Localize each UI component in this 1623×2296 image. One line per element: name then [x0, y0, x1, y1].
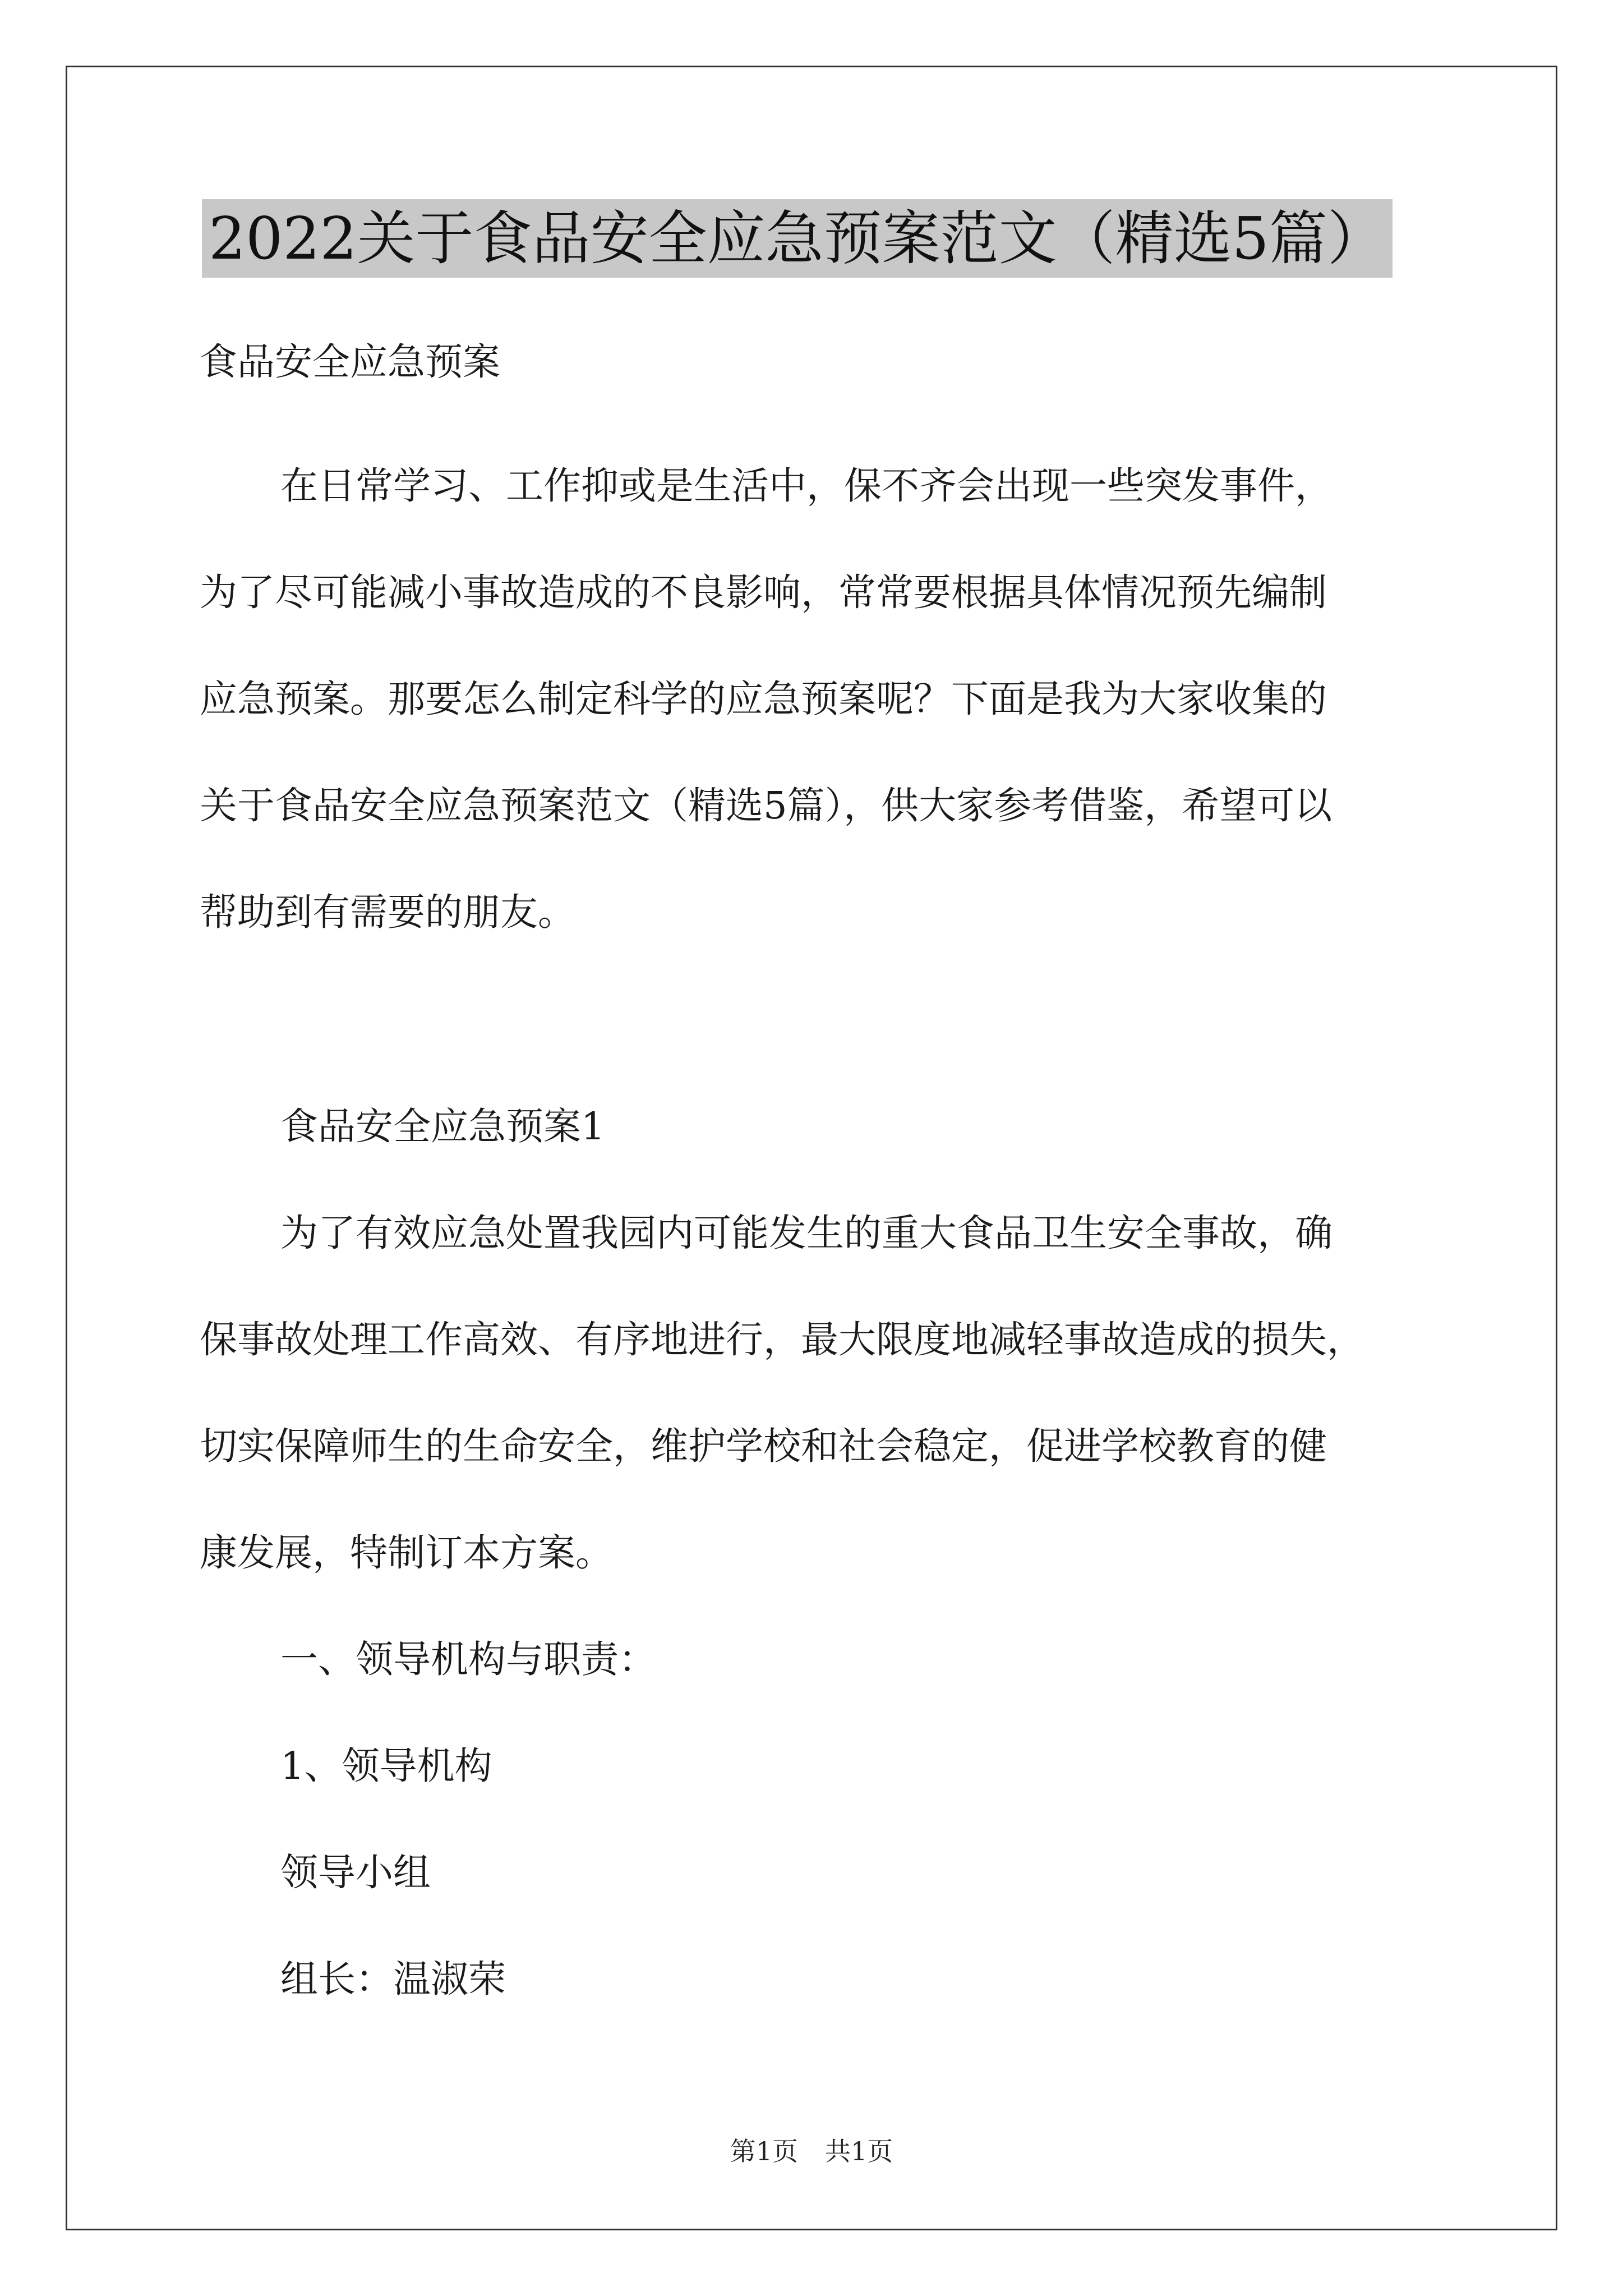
page-footer	[0, 2134, 1623, 2168]
intro-line: 应急预案。那要怎么制定科学的应急预案呢？下面是我为大家收集的	[200, 677, 1327, 721]
body-line: 保事故处理工作高效、有序地进行，最大限度地减轻事故造成的损失，	[200, 1318, 1364, 1361]
list-line: 1、领导机构	[280, 1744, 492, 1788]
section-title: 食品安全应急预案1	[280, 1105, 605, 1148]
list-line: 领导小组	[280, 1851, 431, 1894]
body-line: 切实保障师生的生命安全，维护学校和社会稳定，促进学校教育的健	[200, 1424, 1327, 1468]
intro-line: 关于食品安全应急预案范文（精选5篇），供大家参考借鉴，希望可以	[200, 784, 1332, 827]
list-line: 一、领导机构与职责：	[280, 1637, 656, 1681]
body-line: 康发展，特制订本方案。	[200, 1531, 613, 1575]
document-heading: 食品安全应急预案	[200, 340, 500, 384]
intro-line: 在日常学习、工作抑或是生活中，保不齐会出现一些突发事件，	[280, 464, 1332, 508]
page-number: 第1页	[730, 2136, 798, 2166]
intro-line: 为了尽可能减小事故造成的不良影响，常常要根据具体情况预先编制	[200, 570, 1327, 614]
intro-line: 帮助到有需要的朋友。	[200, 890, 575, 934]
page-total: 共1页	[825, 2136, 893, 2166]
body-line: 为了有效应急处置我园内可能发生的重大食品卫生安全事故，确	[280, 1211, 1332, 1255]
document-title: 2022关于食品安全应急预案范文（精选5篇）	[202, 199, 1393, 278]
list-line: 组长：温淑荣	[280, 1957, 506, 2001]
